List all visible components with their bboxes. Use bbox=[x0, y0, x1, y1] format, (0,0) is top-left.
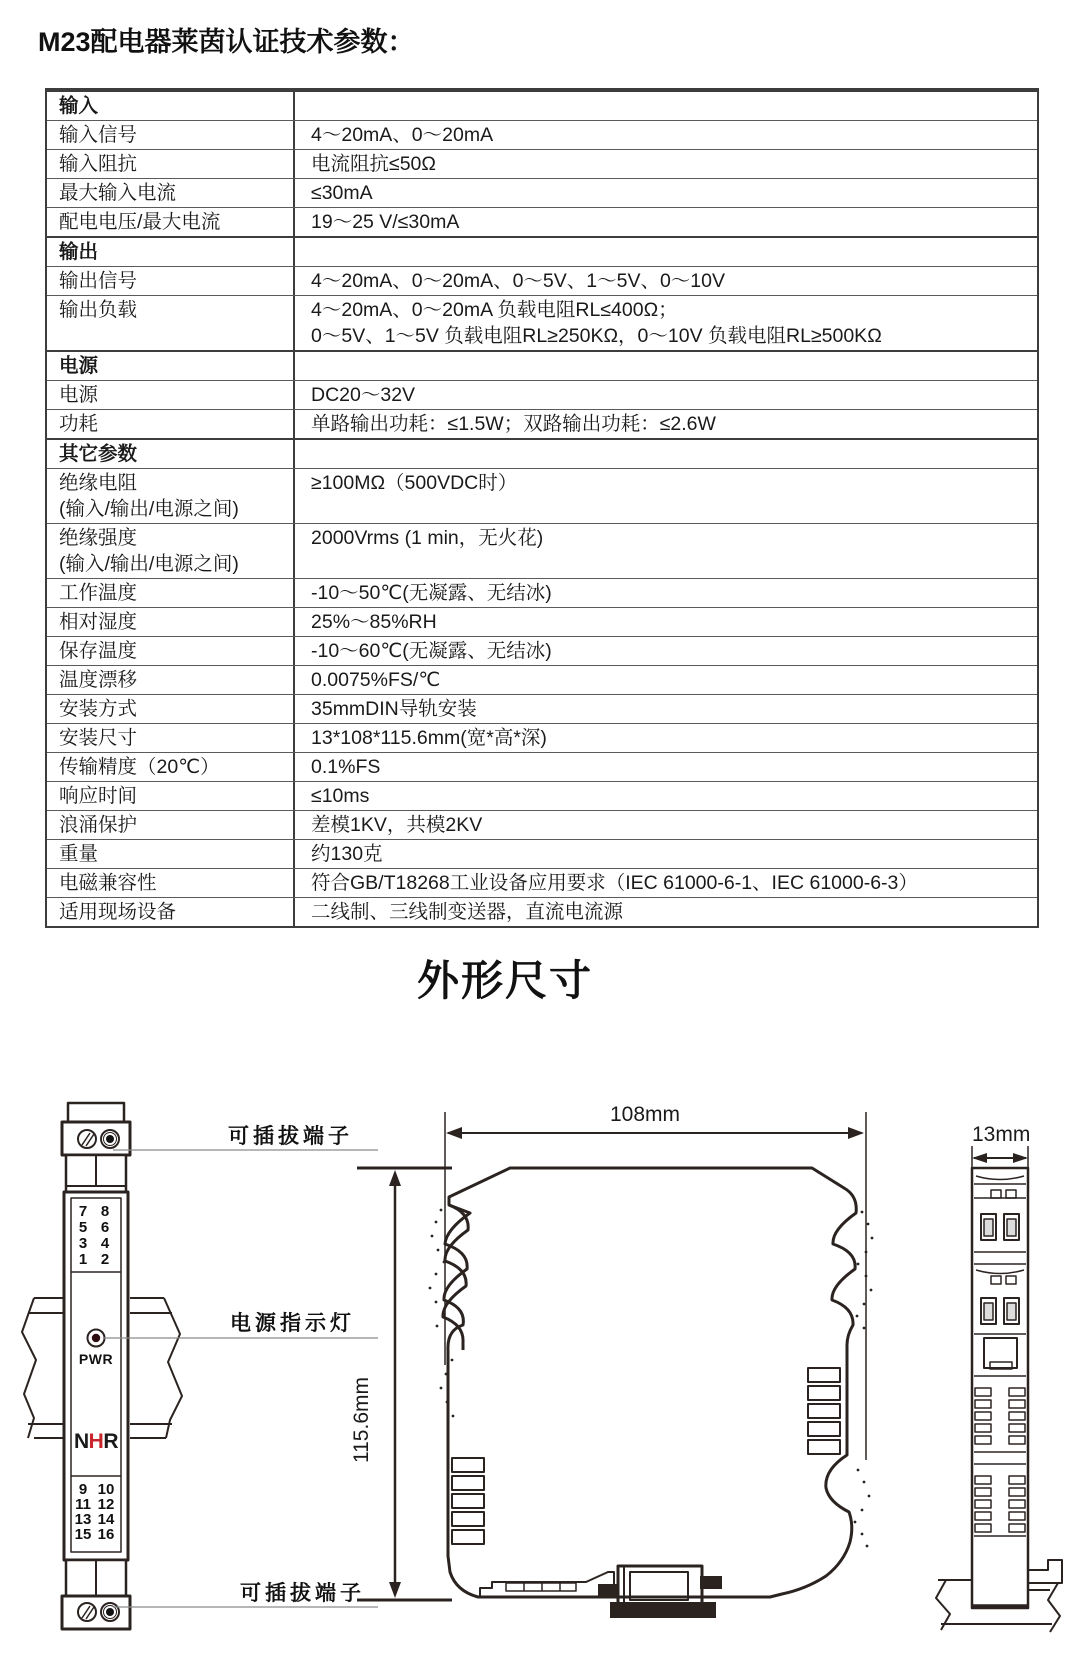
spec-value: ≤30mA bbox=[311, 182, 373, 204]
spec-label: 绝缘电阻 bbox=[59, 472, 138, 494]
spec-label-cell bbox=[47, 840, 295, 868]
spec-label: 输入阻抗 bbox=[59, 153, 138, 175]
front-view-drawing bbox=[22, 1103, 378, 1629]
spec-value-cell bbox=[295, 440, 1037, 468]
module-main-body bbox=[64, 1192, 128, 1560]
spec-label: 配电电压/最大电流 bbox=[59, 211, 221, 233]
table-row bbox=[47, 149, 1037, 178]
spec-value: 4～20mA、0～20mA 负载电阻RL≤400Ω； bbox=[311, 299, 678, 321]
svg-text:5: 5 bbox=[78, 1219, 88, 1236]
spec-value: 二线制、三线制变送器，直流电流源 bbox=[311, 901, 624, 923]
width-dim-label: 108mm bbox=[610, 1103, 681, 1126]
spec-label-cell bbox=[47, 608, 295, 636]
spec-label-cell bbox=[47, 666, 295, 694]
spec-value-cell bbox=[295, 869, 1037, 897]
spec-label: 功耗 bbox=[59, 413, 99, 435]
svg-text:4: 4 bbox=[100, 1235, 110, 1252]
table-row bbox=[47, 810, 1037, 839]
side-view-drawing bbox=[350, 1103, 873, 1618]
spec-sublabel: (输入/输出/电源之间) bbox=[59, 553, 239, 575]
spec-label-cell bbox=[47, 898, 295, 926]
spec-label: 重量 bbox=[59, 843, 99, 865]
spec-value: ≥100MΩ（500VDC时） bbox=[311, 472, 518, 494]
svg-text:3: 3 bbox=[78, 1235, 88, 1252]
table-row bbox=[47, 207, 1037, 236]
spec-label: 其它参数 bbox=[59, 443, 138, 465]
spec-value: 25%～85%RH bbox=[311, 611, 437, 633]
svg-text:12: 12 bbox=[97, 1496, 115, 1513]
spec-label: 响应时间 bbox=[59, 785, 138, 807]
spec-label-cell bbox=[47, 695, 295, 723]
spec-value: -10～60℃(无凝露、无结冰) bbox=[311, 640, 552, 662]
svg-text:1: 1 bbox=[78, 1251, 88, 1268]
svg-text:11: 11 bbox=[75, 1496, 91, 1513]
table-row bbox=[47, 409, 1037, 438]
table-row bbox=[47, 839, 1037, 868]
table-row bbox=[47, 438, 1037, 468]
spec-value: 符合GB/T18268工业设备应用要求（IEC 61000-6-1、IEC 61000-6-3） bbox=[311, 872, 918, 894]
spec-label-cell bbox=[47, 296, 295, 350]
table-row bbox=[47, 468, 1037, 523]
spec-label: 保存温度 bbox=[59, 640, 138, 662]
spec-value-cell bbox=[295, 840, 1037, 868]
spec-label-cell bbox=[47, 238, 295, 266]
table-row bbox=[47, 295, 1037, 350]
spec-value: 35mmDIN导轨安装 bbox=[311, 698, 477, 720]
spec-label-cell bbox=[47, 637, 295, 665]
brand-logo: NHR bbox=[73, 1430, 119, 1453]
height-dim-label: 115.6mm bbox=[350, 1377, 373, 1463]
svg-text:14: 14 bbox=[97, 1511, 115, 1528]
table-row bbox=[47, 897, 1037, 926]
svg-text:13: 13 bbox=[74, 1511, 92, 1528]
spec-value-cell bbox=[295, 608, 1037, 636]
spec-value: 差模1KV，共模2KV bbox=[311, 814, 483, 836]
spec-label-cell bbox=[47, 440, 295, 468]
callouts bbox=[104, 1124, 378, 1607]
spec-value-cell bbox=[295, 753, 1037, 781]
dimension-drawings bbox=[0, 1040, 1080, 1655]
spec-value: 电流阻抗≤50Ω bbox=[311, 153, 436, 175]
svg-text:16: 16 bbox=[97, 1526, 115, 1543]
depth-dim-label: 13mm bbox=[972, 1123, 1031, 1146]
height-dimension bbox=[350, 1168, 452, 1600]
table-row bbox=[47, 523, 1037, 578]
table-row bbox=[47, 607, 1037, 636]
spec-value-cell bbox=[295, 267, 1037, 295]
spec-value-cell bbox=[295, 352, 1037, 380]
spec-label: 输出 bbox=[59, 241, 99, 263]
spec-label-cell bbox=[47, 92, 295, 120]
spec-value-cell bbox=[295, 524, 1037, 578]
spec-value: -10～50℃(无凝露、无结冰) bbox=[311, 582, 552, 604]
spec-label: 绝缘强度 bbox=[59, 527, 138, 549]
spec-label: 电源 bbox=[59, 384, 99, 406]
table-row bbox=[47, 90, 1037, 120]
spec-table bbox=[45, 88, 1039, 928]
spec-value-cell bbox=[295, 579, 1037, 607]
spec-label-cell bbox=[47, 811, 295, 839]
table-row bbox=[47, 120, 1037, 149]
table-row bbox=[47, 781, 1037, 810]
table-row bbox=[47, 694, 1037, 723]
spec-value: 0.0075%FS/℃ bbox=[311, 669, 441, 691]
table-row bbox=[47, 178, 1037, 207]
spec-label-cell bbox=[47, 121, 295, 149]
spec-label: 工作温度 bbox=[59, 582, 138, 604]
spec-value-cell bbox=[295, 811, 1037, 839]
svg-text:2: 2 bbox=[100, 1251, 110, 1268]
spec-label: 输入 bbox=[59, 95, 99, 117]
spec-value-cell bbox=[295, 92, 1037, 120]
spec-value: 4～20mA、0～20mA、0～5V、1～5V、0～10V bbox=[311, 270, 726, 292]
spec-label-cell bbox=[47, 352, 295, 380]
spec-value-cell bbox=[295, 637, 1037, 665]
spec-label-cell bbox=[47, 179, 295, 207]
spec-value-line2: 0～5V、1～5V 负载电阻RL≥250KΩ，0～10V 负载电阻RL≥500KΩ bbox=[311, 325, 882, 347]
svg-text:7: 7 bbox=[78, 1203, 88, 1220]
spec-label: 输出负载 bbox=[59, 299, 138, 321]
spec-value: 单路输出功耗：≤1.5W；双路输出功耗：≤2.6W bbox=[311, 413, 716, 435]
spec-label: 浪涌保护 bbox=[59, 814, 138, 836]
spec-value: 4～20mA、0～20mA bbox=[311, 124, 494, 146]
spec-label-cell bbox=[47, 753, 295, 781]
svg-text:10: 10 bbox=[97, 1481, 115, 1498]
spec-value: 0.1%FS bbox=[311, 756, 381, 778]
spec-label-cell bbox=[47, 724, 295, 752]
spec-label: 电磁兼容性 bbox=[59, 872, 157, 894]
table-row bbox=[47, 350, 1037, 380]
table-row bbox=[47, 236, 1037, 266]
spec-label-cell bbox=[47, 410, 295, 438]
svg-text:8: 8 bbox=[100, 1203, 110, 1220]
spec-value-cell bbox=[295, 208, 1037, 236]
table-row bbox=[47, 578, 1037, 607]
spec-label-cell bbox=[47, 579, 295, 607]
callout-power-indicator: 电源指示灯 bbox=[230, 1312, 355, 1335]
spec-value: 13*108*115.6mm(宽*高*深) bbox=[311, 727, 547, 749]
spec-value-cell bbox=[295, 469, 1037, 523]
spec-value: DC20～32V bbox=[311, 384, 416, 406]
dimensions-section-title: 外形尺寸 bbox=[416, 957, 593, 1004]
spec-label: 安装尺寸 bbox=[59, 727, 138, 749]
spec-value-cell bbox=[295, 238, 1037, 266]
end-view-drawing bbox=[936, 1123, 1062, 1632]
table-row bbox=[47, 752, 1037, 781]
callout-terminal-top: 可插拔端子 bbox=[228, 1125, 353, 1148]
page-title: M23配电器莱茵认证技术参数： bbox=[38, 27, 415, 57]
spec-label-cell bbox=[47, 381, 295, 409]
spec-value-cell bbox=[295, 121, 1037, 149]
table-row bbox=[47, 665, 1037, 694]
spec-label-cell bbox=[47, 267, 295, 295]
spec-label: 适用现场设备 bbox=[59, 901, 177, 923]
spec-value: 19～25 V/≤30mA bbox=[311, 211, 460, 233]
svg-text:6: 6 bbox=[100, 1219, 110, 1236]
spec-label: 输出信号 bbox=[59, 270, 138, 292]
svg-text:9: 9 bbox=[78, 1481, 88, 1498]
spec-value-cell bbox=[295, 179, 1037, 207]
spec-value-cell bbox=[295, 898, 1037, 926]
spec-label: 传输精度（20℃） bbox=[59, 756, 220, 778]
spec-value-cell bbox=[295, 724, 1037, 752]
spec-value-cell bbox=[295, 150, 1037, 178]
pwr-label: PWR bbox=[78, 1351, 114, 1367]
spec-label: 相对湿度 bbox=[59, 611, 138, 633]
housing-outline bbox=[444, 1168, 856, 1597]
spec-value: 2000Vrms (1 min，无火花) bbox=[311, 527, 544, 549]
spec-label-cell bbox=[47, 208, 295, 236]
spec-label: 输入信号 bbox=[59, 124, 138, 146]
table-row bbox=[47, 380, 1037, 409]
spec-label: 温度漂移 bbox=[59, 669, 138, 691]
spec-label-cell bbox=[47, 524, 295, 578]
spec-value-cell bbox=[295, 410, 1037, 438]
spec-label-cell bbox=[47, 469, 295, 523]
spec-label-cell bbox=[47, 869, 295, 897]
table-row bbox=[47, 868, 1037, 897]
table-row bbox=[47, 636, 1037, 665]
spec-label: 安装方式 bbox=[59, 698, 138, 720]
table-row bbox=[47, 723, 1037, 752]
spec-sublabel: (输入/输出/电源之间) bbox=[59, 498, 239, 520]
spec-label: 电源 bbox=[59, 355, 99, 377]
callout-terminal-bottom: 可插拔端子 bbox=[240, 1582, 365, 1605]
spec-value-cell bbox=[295, 296, 1037, 350]
spec-value-cell bbox=[295, 782, 1037, 810]
spec-value-cell bbox=[295, 381, 1037, 409]
spec-label-cell bbox=[47, 782, 295, 810]
spec-label: 最大输入电流 bbox=[59, 182, 177, 204]
module-top-cap bbox=[68, 1103, 124, 1122]
spec-value-cell bbox=[295, 695, 1037, 723]
spec-value-cell bbox=[295, 666, 1037, 694]
spec-value: 约130克 bbox=[311, 843, 383, 865]
table-row bbox=[47, 266, 1037, 295]
spec-value: ≤10ms bbox=[311, 785, 370, 807]
spec-label-cell bbox=[47, 150, 295, 178]
depth-dimension bbox=[972, 1123, 1030, 1172]
svg-text:15: 15 bbox=[74, 1526, 92, 1543]
